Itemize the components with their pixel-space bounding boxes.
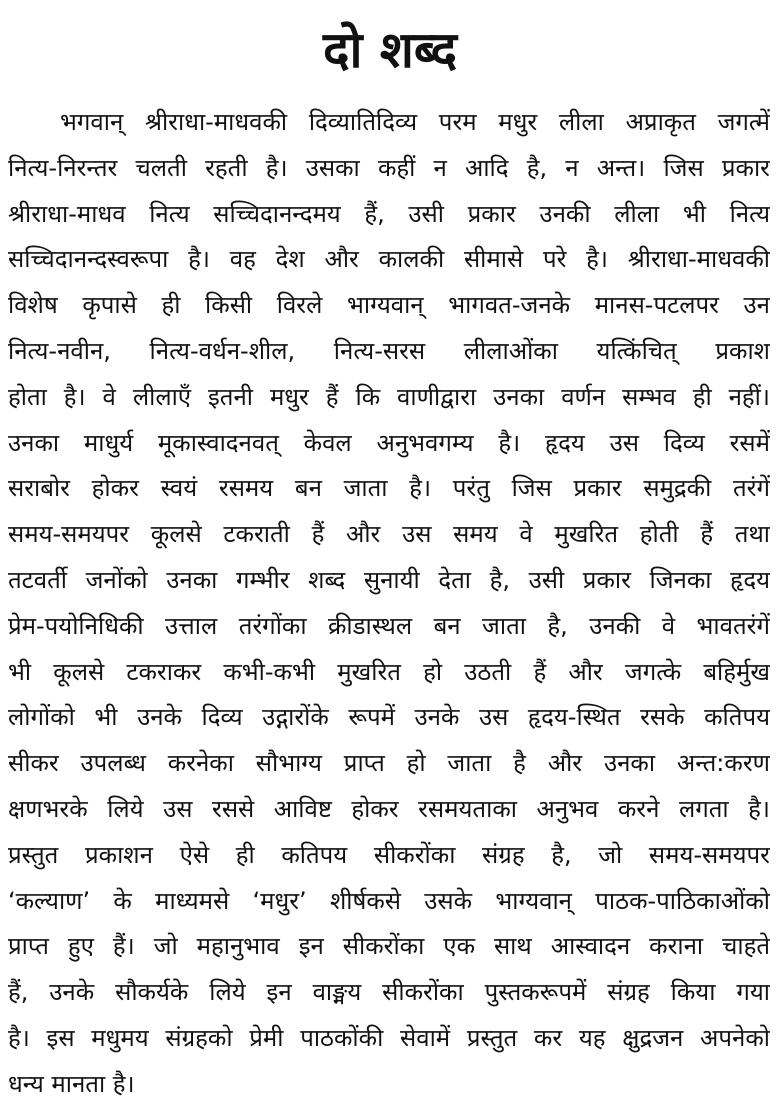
text-line: सच्चिदानन्दस्वरूपा है। वह देश और कालकी सीमासे परे है। श्रीराधा-माधवकी: [8, 245, 770, 274]
text-line: सीकर उपलब्ध करनेका सौभाग्य प्राप्त हो जाता है और उनका अन्त:करण: [8, 749, 770, 778]
text-line: तटवर्ती जनोंको उनका गम्भीर शब्द सुनायी देता है, उसी प्रकार जिनका हृदय: [8, 565, 770, 594]
page-title: दो शब्द: [322, 21, 458, 79]
text-line: श्रीराधा-माधव नित्य सच्चिदानन्दमय हैं, उसी प्रकार उनकी लीला भी नित्य: [8, 199, 770, 228]
text-line: नित्य-निरन्तर चलती रहती है। उसका कहीं न आदि है, न अन्त। जिस प्रकार: [8, 153, 770, 182]
text-line: विशेष कृपासे ही किसी विरले भाग्यवान् भागवत-जनके मानस-पटलपर उन: [8, 291, 770, 320]
text-line: नित्य-नवीन, नित्य-वर्धन-शील, नित्य-सरस लीलाओंका यत्किंचित् प्रकाश: [8, 336, 770, 365]
text-line: प्राप्त हुए हैं। जो महानुभाव इन सीकरोंका एक साथ आस्वादन कराना चाहते: [8, 932, 770, 961]
text-line: समय-समयपर कूलसे टकराती हैं और उस समय वे मुखरित होती हैं तथा: [8, 520, 770, 549]
text-line: होता है। वे लीलाएँ इतनी मधुर हैं कि वाणीद्वारा उनका वर्णन सम्भव ही नहीं।: [8, 382, 770, 411]
text-line: भगवान् श्रीराधा-माधवकी दिव्यातिदिव्य परम मधुर लीला अप्राकृत जगत्में: [60, 108, 770, 136]
text-line: भी कूलसे टकराकर कभी-कभी मुखरित हो उठती हैं और जगत्के बहिर्मुख: [8, 657, 770, 686]
text-line: क्षणभरके लिये उस रससे आविष्ट होकर रसमयताका अनुभव करने लगता है।: [8, 794, 770, 823]
text-line: ‘कल्याण’ के माध्यमसे ‘मधुर’ शीर्षकसे उसके भाग्यवान् पाठक-पाठिकाओंको: [8, 886, 770, 915]
text-line: हैं, उनके सौकर्यके लिये इन वाङ्मय सीकरोंका पुस्तकरूपमें संग्रह किया गया: [8, 978, 770, 1007]
text-line: प्रेम-पयोनिधिकी उत्ताल तरंगोंका क्रीडास्थल बन जाता है, उनकी वे भावतरंगें: [8, 611, 770, 640]
text-line: सराबोर होकर स्वयं रसमय बन जाता है। परंतु जिस प्रकार समुद्रकी तरंगें: [8, 474, 770, 503]
text-line: प्रस्तुत प्रकाशन ऐसे ही कतिपय सीकरोंका संग्रह है, जो समय-समयपर: [8, 840, 770, 869]
body-text: [8, 100, 770, 1108]
text-line: धन्य मानता है।: [8, 1069, 135, 1098]
text-line: है। इस मधुमय संग्रहको प्रेमी पाठकोंकी सेवामें प्रस्तुत कर यह क्षुद्रजन अपनेको: [8, 1023, 770, 1052]
text-line: लोगोंको भी उनके दिव्य उद्गारोंके रूपमें उनके उस हृदय-स्थित रसके कतिपय: [8, 703, 770, 732]
text-line: उनका माधुर्य मूकास्वादनवत् केवल अनुभवगम्य है। हृदय उस दिव्य रसमें: [8, 428, 770, 457]
